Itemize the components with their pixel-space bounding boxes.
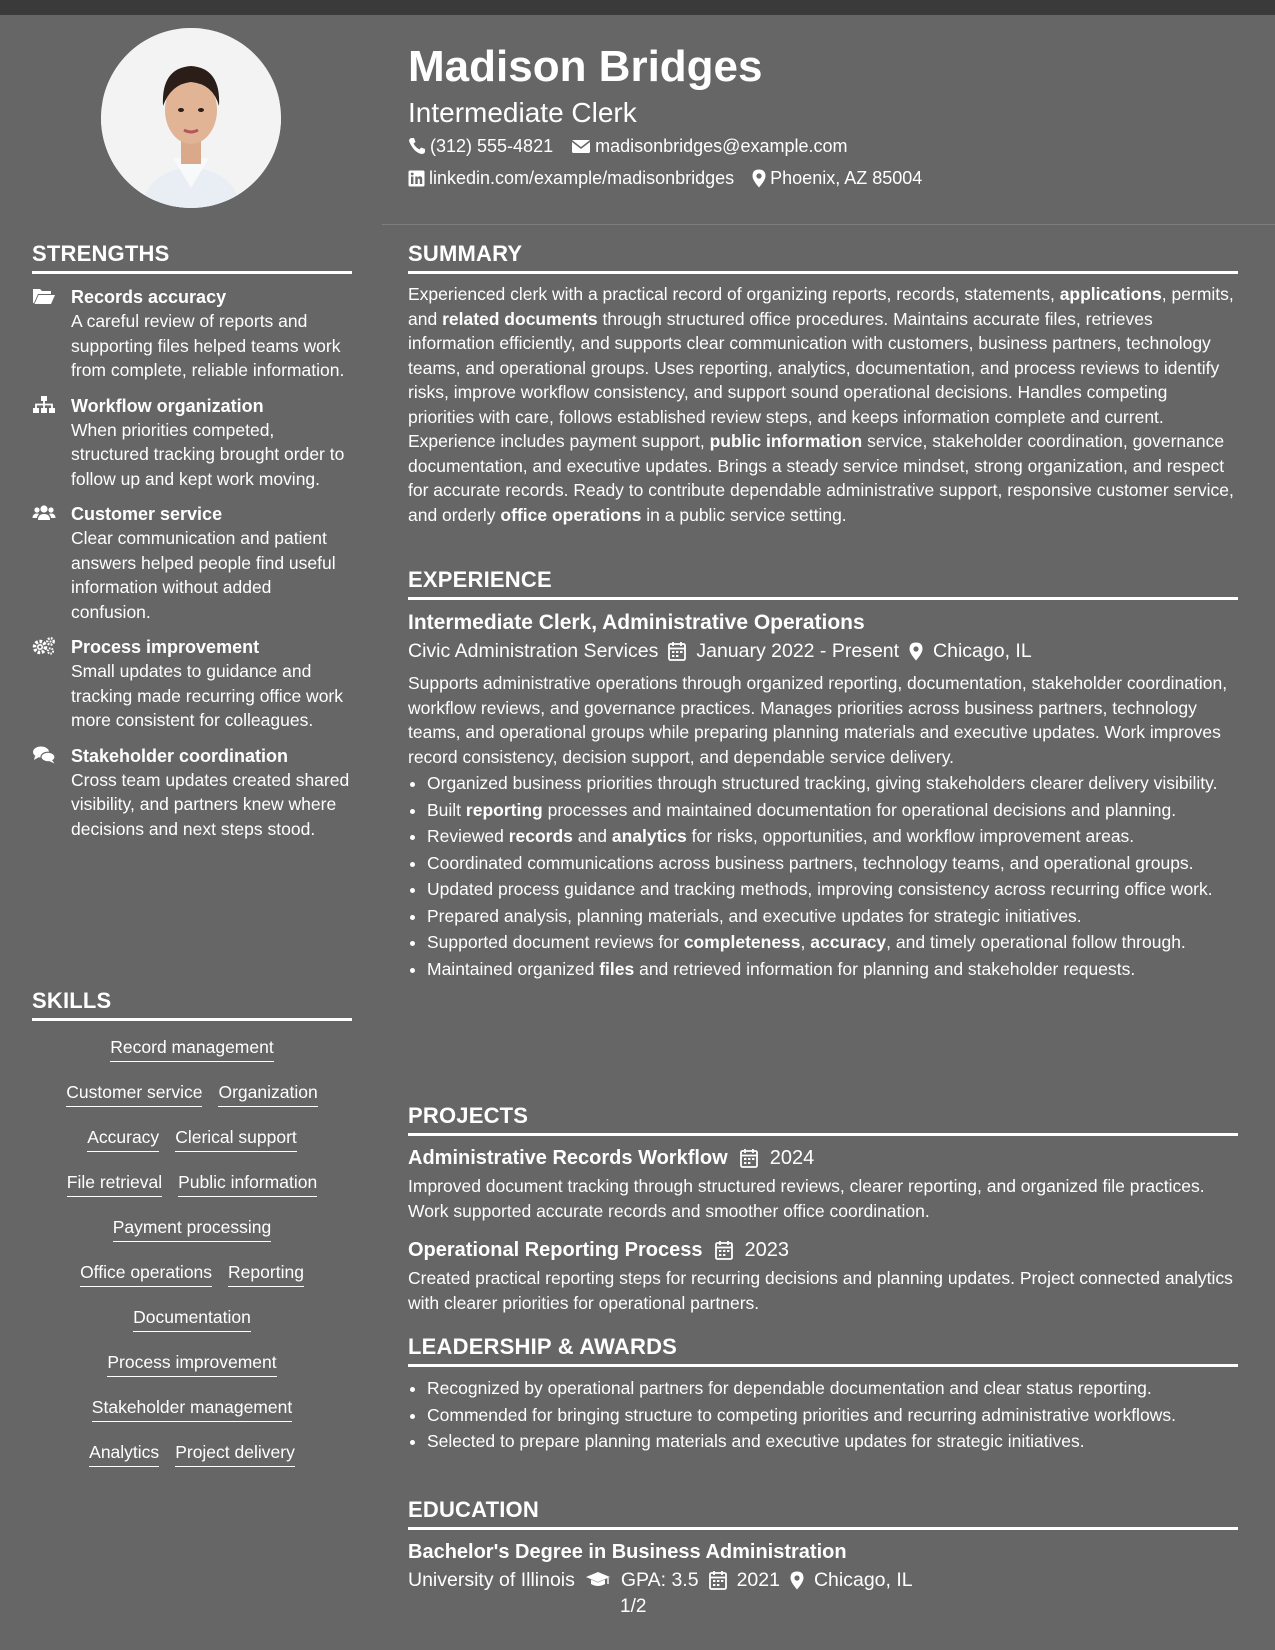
contact-row-1 [408,130,1238,162]
project-title-row [408,1236,1238,1264]
top-bar [0,0,1275,15]
strengths-heading: STRENGTHS [32,241,352,274]
project-title: Operational Reporting Process [408,1239,703,1261]
project-description: Improved document tracking through structured reviews, clearer reporting, and organized file practices. Work supported accurate records and smoother office coordination. [408,1176,1205,1221]
strength-desc: A careful review of reports and supporting files helped teams work from complete, reliable information. [71,311,345,380]
strength-item [32,394,352,492]
page-number: 1/2 [620,1596,647,1617]
education-location [790,1566,913,1594]
summary-part: in a public service setting. [641,504,847,525]
strength-desc: Small updates to guidance and tracking made recurring office work more consistent for colleagues. [71,661,344,730]
strength-item [32,502,352,624]
skills-list [32,1035,352,1485]
strength-item [32,744,352,842]
map-pin-icon [909,642,923,661]
graduation-cap-icon [585,1571,611,1589]
linkedin-text: linkedin.com/example/madisonbridges [429,168,735,188]
company-name: Civic Administration Services [408,640,659,662]
comments-icon [32,745,56,765]
skill-tag: Office operations [80,1260,212,1287]
skill-tag: Project delivery [175,1440,295,1467]
summary-bold: office operations [500,504,642,525]
resume-header [408,38,1238,194]
strength-desc: Cross team updates created shared visibility, and partners knew where decisions and next steps stood. [71,769,350,839]
linkedin-contact[interactable] [408,162,734,194]
profile-photo [101,28,281,208]
skill-row [32,1260,352,1305]
list-item: • Organized business priorities through structured tracking, giving stakeholders clearer delivery visibility. [427,771,1238,796]
job-description: Supports administrative operations through organized reporting, documentation, stakeholder coordination, workflow reviews, and governance practices. Manages priorities across business partners, technology teams, and operational groups while preparing planning materials and executive updates. Work improves record consistency, decision support, and dependable service delivery. [408,673,1228,767]
phone-text: (312) 555-4821 [430,136,554,156]
skill-tag: Clerical support [175,1125,297,1152]
job-location [909,637,1032,665]
project-year: 2024 [769,1147,815,1169]
strength-name: Customer service [71,504,223,524]
skill-tag: Payment processing [113,1215,272,1242]
skill-row [32,1305,352,1350]
degree-title: Bachelor's Degree in Business Administration [408,1541,847,1563]
leadership-list [408,1376,1238,1454]
list-item: • Updated process guidance and tracking methods, improving consistency across recurring office work. [427,877,1238,902]
location-contact [752,162,922,194]
list-item: • Recognized by operational partners for dependable documentation and clear status reporting. [427,1376,1238,1401]
list-item: • Maintained organized files and retrieved information for planning and stakeholder requests. [427,957,1238,982]
experience-heading: EXPERIENCE [408,567,1238,600]
summary-part: Experienced clerk with a practical record of organizing reports, records, statements, [408,284,1060,304]
email-contact[interactable] [571,130,847,162]
list-item: • Prepared analysis, planning materials, and executive updates for strategic initiatives. [427,904,1238,929]
list-item: • Reviewed records and analytics for risks, opportunities, and workflow improvement areas. [427,824,1238,849]
year-text: 2021 [736,1569,780,1591]
experience-section [408,567,1238,983]
leadership-heading: LEADERSHIP & AWARDS [408,1334,1238,1367]
calendar-icon [709,1570,727,1590]
education-heading: EDUCATION [408,1497,1238,1530]
skill-row [32,1170,352,1215]
job-meta [408,637,1238,665]
linkedin-icon [408,170,425,187]
projects-section [408,1103,1238,1315]
list-item: • Commended for bringing structure to competing priorities and recurring administrative workflows. [427,1403,1238,1428]
summary-bold: public information [709,431,863,451]
strength-desc: Clear communication and patient answers helped people find useful information without added confusion. [71,528,336,622]
contact-row-2 [408,162,1238,194]
skill-row [32,1440,352,1485]
phone-icon [408,137,426,155]
phone-contact [408,130,553,162]
skill-tag: File retrieval [67,1170,162,1197]
strength-desc: When priorities competed, structured tracking brought order to follow up and kept work moving. [71,419,345,489]
gpa-text: GPA: 3.5 [620,1569,699,1591]
education-section [408,1497,1238,1594]
header-divider [382,224,1275,225]
project-title-row [408,1144,1238,1172]
skill-tag: Reporting [228,1260,304,1287]
list-item: • Selected to prepare planning materials and executive updates for strategic initiatives. [427,1429,1238,1454]
skill-row [32,1350,352,1395]
dates-text: January 2022 - Present [696,640,900,662]
project-description: Created practical reporting steps for recurring decisions and planning updates. Project connected analytics with clearer priorities for operational partners. [408,1268,1233,1313]
list-item: • Built reporting processes and maintained documentation for operational decisions and planning. [427,798,1238,823]
skill-tag: Record management [110,1035,273,1062]
strength-name: Process improvement [71,637,260,657]
school-name: University of Illinois [408,1569,575,1591]
location-text: Chicago, IL [813,1569,913,1591]
summary-heading: SUMMARY [408,241,1238,274]
projects-heading: PROJECTS [408,1103,1238,1136]
calendar-icon [668,641,686,661]
summary-text [408,282,1238,527]
sitemap-icon [32,395,56,415]
list-item: • Supported document reviews for completeness, accuracy, and timely operational follow through. [427,930,1238,955]
candidate-name: Madison Bridges [408,42,763,91]
users-icon [32,503,56,523]
skill-row [32,1035,352,1080]
map-pin-icon [790,1571,804,1590]
calendar-icon [715,1240,733,1260]
calendar-icon [740,1148,758,1168]
location-text: Chicago, IL [933,640,1032,662]
email-text: madisonbridges@example.com [595,136,848,156]
skill-tag: Documentation [133,1305,251,1332]
summary-bold: related documents [442,308,598,329]
strength-item [32,285,352,383]
graduation-year [709,1566,780,1594]
skill-row [32,1395,352,1440]
job-bullets [408,771,1238,981]
summary-part: through structured office procedures. Maintains accurate files, retrieves information efficiently, and supports clear communication with customers, business partners, technology teams, and operational groups. Uses reporting, analytics, documentation, and process reviews to identify risks, improve workflow consistency, and support sound operational decisions. Handles competing priorities with care, follows established review steps, and keeps information complete and current. Experience includes payment support, [408,308,1220,451]
summary-section [408,241,1238,527]
skills-heading: SKILLS [32,988,352,1021]
job-title: Intermediate Clerk, Administrative Operations [408,611,865,634]
strength-name: Stakeholder coordination [71,745,289,766]
location-text: Phoenix, AZ 85004 [770,168,923,188]
skill-row [32,1215,352,1260]
summary-part: , permits, and [408,284,1234,329]
skill-tag: Stakeholder management [92,1395,292,1422]
folder-open-icon [32,286,56,306]
strength-item [32,635,352,733]
skill-tag: Accuracy [87,1125,159,1152]
summary-bold: applications [1059,284,1162,304]
skill-row [32,1080,352,1125]
skills-section [32,988,352,1485]
strength-name: Records accuracy [71,287,227,307]
envelope-icon [571,138,591,154]
summary-part: service, stakeholder coordination, governance documentation, and executive updates. Brings a steady service mindset, strong organization, and respect for accurate records. Ready to contribute dependable administrative support, responsive customer service, and orderly [408,431,1234,525]
skill-tag: Customer service [66,1080,202,1107]
strength-name: Workflow organization [71,395,264,416]
candidate-title: Intermediate Clerk [408,97,637,128]
map-pin-icon [752,169,766,188]
skill-row [32,1125,352,1170]
strengths-section [32,241,352,841]
skill-tag: Public information [178,1170,317,1197]
gpa [585,1566,699,1594]
project-year: 2023 [744,1239,790,1261]
gears-icon [32,636,56,656]
skill-tag: Process improvement [107,1350,276,1377]
project-title: Administrative Records Workflow [408,1147,728,1169]
leadership-section [408,1334,1238,1456]
education-meta [408,1566,1238,1594]
list-item: • Coordinated communications across business partners, technology teams, and operational groups. [427,851,1238,876]
job-dates [668,637,899,665]
skill-tag: Organization [218,1080,317,1107]
skill-tag: Analytics [89,1440,159,1467]
